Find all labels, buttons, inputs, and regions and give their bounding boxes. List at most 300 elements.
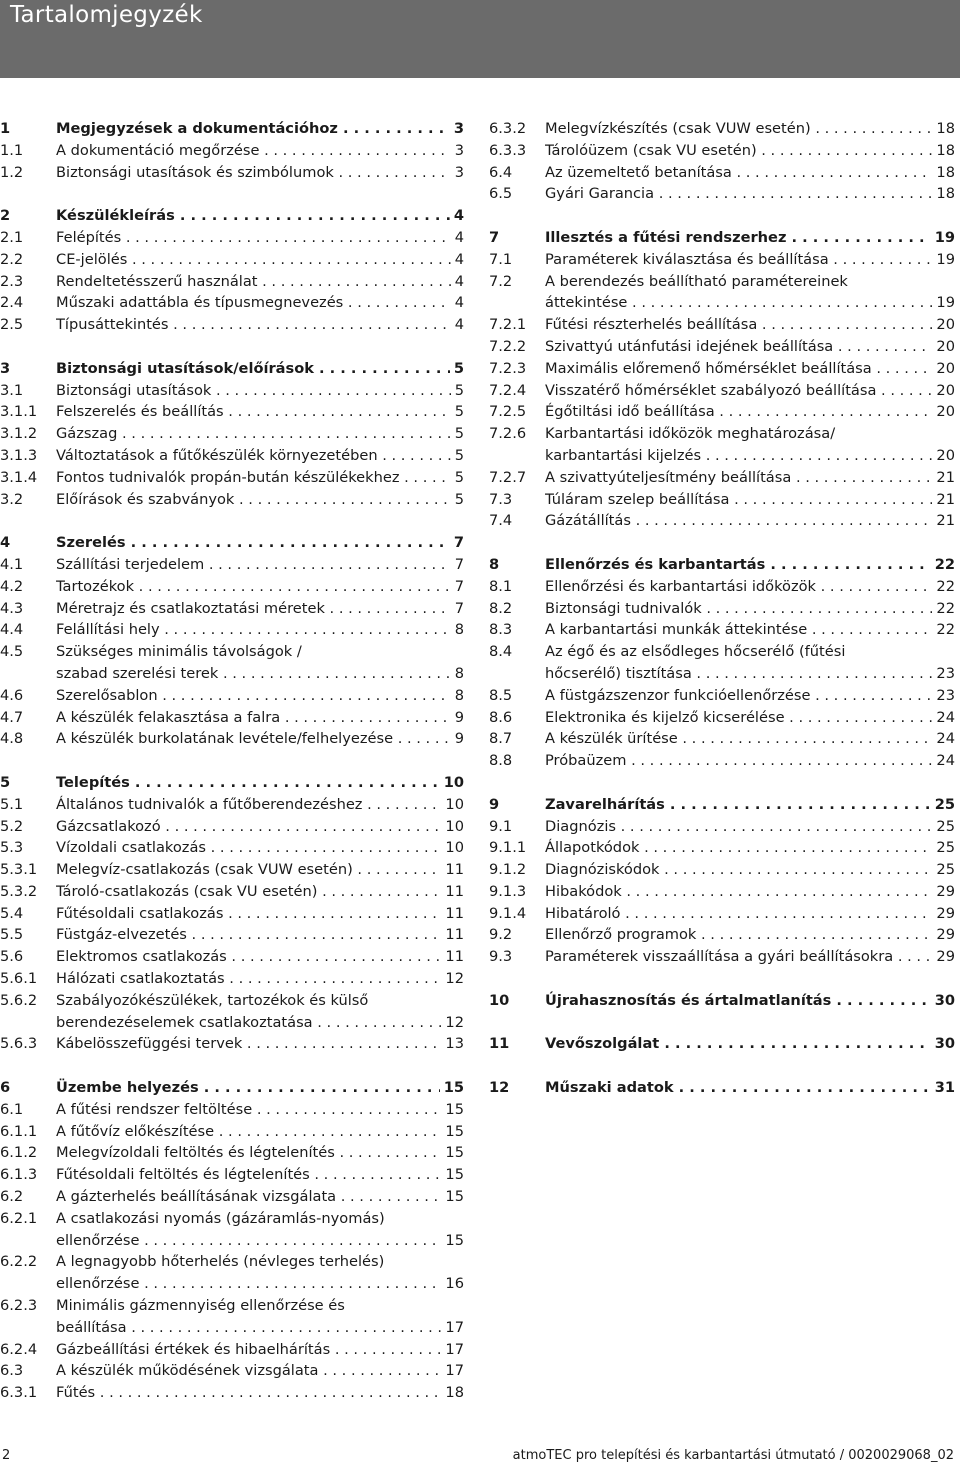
toc-entry-page: 15	[440, 1077, 464, 1099]
toc-entry-page: 20	[932, 401, 955, 423]
toc-entry	[489, 685, 955, 707]
toc-entry	[489, 510, 955, 532]
toc-entry-title: Hibatároló . . .	[545, 903, 955, 925]
toc-entry	[0, 445, 464, 467]
toc-entry-page: 10	[441, 816, 464, 838]
toc-entry-page: 15	[441, 1121, 464, 1143]
toc-entry-number: 5.2	[0, 817, 24, 835]
toc-entry-number: 3.2	[0, 490, 24, 508]
toc-entry-page: 20	[932, 358, 955, 380]
toc-entry-number: 9	[489, 795, 500, 813]
toc-entry-title: Paraméterek visszaállítása a gyári beállításokra . . .	[545, 946, 955, 968]
toc-entry	[489, 619, 955, 641]
toc-entry-title: Szivattyú utánfutási idejének beállítása . . .	[545, 336, 955, 358]
toc-entry	[0, 1360, 464, 1382]
toc-entry-number: 5.3.1	[0, 861, 38, 879]
toc-entry	[489, 598, 955, 620]
toc-entry-page: 18	[932, 183, 955, 205]
toc-entry-number: 6.2.4	[0, 1340, 38, 1358]
toc-entry-number: 3.1.1	[0, 403, 38, 421]
toc-entry-number: 11	[489, 1035, 510, 1053]
toc-entry-number: 8.5	[489, 686, 513, 704]
toc-entry-page: 4	[451, 292, 464, 314]
toc-entry-page: 15	[441, 1230, 464, 1252]
toc-entry	[0, 271, 464, 293]
toc-entry-page: 7	[450, 532, 464, 554]
toc-entry-title: Minimális gázmennyiség ellenőrzése és	[56, 1297, 345, 1315]
toc-entry-page: 29	[932, 903, 955, 925]
toc-entry-title: Tartozékok . . .	[56, 576, 464, 598]
section-gap	[0, 183, 464, 205]
toc-entry	[489, 445, 955, 467]
toc-entry	[0, 1251, 464, 1273]
toc-entry	[0, 968, 464, 990]
toc-entry	[0, 1164, 464, 1186]
toc-entry-page: 7	[451, 554, 464, 576]
toc-entry-title: Telepítés . . .	[56, 772, 464, 794]
toc-entry-page: 3	[451, 140, 464, 162]
toc-entry	[0, 903, 464, 925]
toc-entry-number: 6.3.3	[489, 141, 527, 159]
toc-entry-page: 10	[441, 794, 464, 816]
toc-entry-page: 4	[451, 227, 464, 249]
toc-entry-title: Vízoldali csatlakozás . . .	[56, 837, 464, 859]
toc-entry	[0, 707, 464, 729]
toc-entry-page: 23	[932, 685, 955, 707]
toc-entry-page: 12	[441, 1012, 464, 1034]
toc-entry-title: Elektromos csatlakozás . . .	[56, 946, 464, 968]
toc-entry-title: CE-jelölés . . .	[56, 249, 464, 271]
toc-entry-title: Biztonsági tudnivalók . . .	[545, 598, 955, 620]
toc-entry	[489, 401, 955, 423]
toc-entry-page: 16	[441, 1273, 464, 1295]
toc-entry-title: Általános tudnivalók a fűtőberendezéshez . . .	[56, 794, 464, 816]
section-gap	[0, 1055, 464, 1077]
toc-entry-title: Karbantartási időközök meghatározása/	[545, 425, 836, 443]
toc-entry-page: 8	[451, 619, 464, 641]
page-number: 2	[2, 1448, 11, 1463]
toc-entry-page: 29	[932, 924, 955, 946]
toc-entry-page: 25	[932, 837, 955, 859]
toc-entry	[0, 619, 464, 641]
toc-entry	[0, 314, 464, 336]
toc-entry-title: Szállítási terjedelem . . .	[56, 554, 464, 576]
toc-entry-number: 5.3.2	[0, 882, 38, 900]
toc-entry-number: 7.4	[489, 512, 513, 530]
toc-entry	[489, 1033, 955, 1055]
toc-entry-title: Gázátállítás . . .	[545, 510, 955, 532]
toc-entry-title: beállítása . . .	[56, 1317, 464, 1339]
toc-entry	[0, 162, 464, 184]
toc-entry	[0, 881, 464, 903]
toc-entry-title: Ellenőrzési és karbantartási időközök . . .	[545, 576, 955, 598]
toc-entry-number: 5.6.2	[0, 991, 38, 1009]
toc-entry-title: ellenőrzése . . .	[56, 1273, 464, 1295]
toc-entry-page: 4	[451, 249, 464, 271]
toc-entry-page: 20	[932, 445, 955, 467]
toc-entry-page: 29	[932, 946, 955, 968]
toc-entry-page: 5	[451, 380, 464, 402]
toc-entry-number: 1	[0, 120, 11, 137]
toc-entry-number: 6.2.2	[0, 1253, 38, 1271]
toc-entry-title: Készülékleírás . . .	[56, 205, 464, 227]
toc-entry-title: Műszaki adatok . . .	[545, 1077, 955, 1099]
toc-entry-number: 8.3	[489, 621, 513, 639]
toc-entry-page: 15	[441, 1142, 464, 1164]
toc-entry	[0, 576, 464, 598]
toc-entry-title: Tároló-csatlakozás (csak VU esetén) . . .	[56, 881, 464, 903]
toc-entry	[0, 205, 464, 227]
page-header	[0, 0, 960, 78]
toc-entry-number: 12	[489, 1079, 510, 1097]
toc-entry-number: 5	[0, 773, 11, 791]
toc-entry	[0, 663, 464, 685]
toc-entry	[0, 1317, 464, 1339]
toc-entry-title: Változtatások a fűtőkészülék környezetében . . .	[56, 445, 464, 467]
toc-entry-page: 17	[441, 1339, 464, 1361]
toc-entry-title: Visszatérő hőmérséklet szabályozó beállítása . . .	[545, 380, 955, 402]
toc-entry-title: Gázcsatlakozó . . .	[56, 816, 464, 838]
toc-entry-title: A fűtési rendszer feltöltése . . .	[56, 1099, 464, 1121]
toc-entry-page: 24	[932, 728, 955, 750]
toc-entry-title: Elektronika és kijelző kicserélése . . .	[545, 707, 955, 729]
toc-entry	[489, 990, 955, 1012]
toc-entry-number: 5.3	[0, 839, 24, 857]
toc-entry-number: 6.3	[0, 1362, 24, 1380]
section-gap	[489, 772, 955, 794]
toc-entry-title: Az üzemeltető betanítása . . .	[545, 162, 955, 184]
toc-entry	[489, 837, 955, 859]
toc-entry-title: Égőtiltási idő beállítása . . .	[545, 401, 955, 423]
toc-entry	[0, 118, 464, 140]
toc-entry	[489, 728, 955, 750]
toc-entry-number: 9.1.2	[489, 861, 527, 879]
toc-entry-number: 4.2	[0, 577, 24, 595]
toc-entry	[489, 946, 955, 968]
toc-entry	[0, 990, 464, 1012]
toc-entry-title: Tárolóüzem (csak VU esetén) . . .	[545, 140, 955, 162]
toc-entry-title: Túláram szelep beállítása . . .	[545, 489, 955, 511]
toc-entry-page: 30	[931, 990, 955, 1012]
toc-entry-number: 2.1	[0, 228, 24, 246]
toc-entry-page: 21	[932, 489, 955, 511]
toc-entry-title: Méretrajz és csatlakoztatási méretek . . .	[56, 598, 464, 620]
page-title: Tartalomjegyzék	[10, 2, 203, 28]
toc-entry-title: Zavarelhárítás . . .	[545, 794, 955, 816]
toc-entry-title: Fűtésoldali csatlakozás . . .	[56, 903, 464, 925]
toc-entry-page: 10	[440, 772, 464, 794]
toc-entry	[0, 1121, 464, 1143]
toc-entry-number: 7.2.1	[489, 316, 527, 334]
toc-entry	[489, 271, 955, 293]
footer-doc-title: atmoTEC pro telepítési és karbantartási útmutató / 0020029068_02	[512, 1448, 954, 1463]
toc-entry-number: 3.1.4	[0, 468, 38, 486]
toc-entry-title: Gázszag . . .	[56, 423, 464, 445]
toc-entry-title: Szükséges minimális távolságok /	[56, 643, 302, 661]
toc-entry-page: 4	[451, 314, 464, 336]
toc-entry	[489, 663, 955, 685]
toc-entry-page: 5	[451, 489, 464, 511]
toc-entry-page: 15	[441, 1164, 464, 1186]
toc-entry-number: 7.2.2	[489, 337, 527, 355]
toc-entry-number: 9.2	[489, 926, 513, 944]
toc-entry-page: 15	[441, 1186, 464, 1208]
toc-entry-number: 3.1	[0, 381, 24, 399]
toc-entry-page: 24	[932, 707, 955, 729]
toc-entry	[0, 467, 464, 489]
toc-entry-page: 19	[931, 227, 955, 249]
toc-entry	[489, 162, 955, 184]
toc-entry-page: 5	[451, 423, 464, 445]
toc-entry	[0, 423, 464, 445]
toc-entry-title: A gázterhelés beállításának vizsgálata . . .	[56, 1186, 464, 1208]
toc-entry-number: 6	[0, 1079, 11, 1097]
section-gap	[489, 1055, 955, 1077]
toc-entry	[0, 816, 464, 838]
toc-entry-number: 4.4	[0, 621, 24, 639]
toc-entry-page: 9	[451, 707, 464, 729]
toc-entry-page: 22	[932, 619, 955, 641]
toc-entry	[489, 489, 955, 511]
toc-entry-title: Füstgáz-elvezetés . . .	[56, 924, 464, 946]
toc-entry-title: Illesztés a fűtési rendszerhez . . .	[545, 227, 955, 249]
toc-entry	[489, 903, 955, 925]
toc-entry-title: Gázbeállítási értékek és hibaelhárítás . . .	[56, 1339, 464, 1361]
toc-entry-number: 6.2.1	[0, 1209, 38, 1227]
toc-entry-title: Fűtés . . .	[56, 1382, 464, 1404]
toc-entry-page: 5	[451, 401, 464, 423]
toc-entry-page: 15	[441, 1099, 464, 1121]
toc-entry-title: A füstgázszenzor funkcióellenőrzése . . .	[545, 685, 955, 707]
section-gap	[489, 205, 955, 227]
toc-entry-title: Diagnózis . . .	[545, 816, 955, 838]
toc-entry-number: 6.1.3	[0, 1166, 38, 1184]
toc-entry-number: 9.3	[489, 948, 513, 966]
toc-entry-number: 3.1.3	[0, 446, 38, 464]
toc-entry-title: Előírások és szabványok . . .	[56, 489, 464, 511]
toc-entry-title: Vevőszolgálat . . .	[545, 1033, 955, 1055]
toc-entry	[0, 859, 464, 881]
toc-entry-page: 23	[932, 663, 955, 685]
toc-entry-title: Felépítés . . .	[56, 227, 464, 249]
toc-entry	[0, 380, 464, 402]
toc-entry-number: 6.5	[489, 185, 513, 203]
toc-entry-page: 3	[450, 118, 464, 140]
toc-entry-page: 31	[931, 1077, 955, 1099]
toc-entry-title: Újrahasznosítás és ártalmatlanítás . . .	[545, 990, 955, 1012]
toc-entry-number: 8.6	[489, 708, 513, 726]
toc-entry-page: 4	[451, 271, 464, 293]
toc-entry-title: Paraméterek kiválasztása és beállítása . . .	[545, 249, 955, 271]
toc-entry	[0, 358, 464, 380]
toc-column-right	[489, 118, 955, 1099]
toc-entry-number: 2.4	[0, 294, 24, 312]
toc-entry-number: 4.6	[0, 686, 24, 704]
toc-entry-title: Hibakódok . . .	[545, 881, 955, 903]
toc-entry-title: Ellenőrző programok . . .	[545, 924, 955, 946]
toc-entry-number: 7.2.7	[489, 468, 527, 486]
toc-entry	[0, 1012, 464, 1034]
toc-entry	[489, 1077, 955, 1099]
toc-entry-title: Állapotkódok . . .	[545, 837, 955, 859]
toc-entry-title: Ellenőrzés és karbantartás . . .	[545, 554, 955, 576]
toc-entry-title: Felszerelés és beállítás . . .	[56, 401, 464, 423]
toc-entry-title: berendezéselemek csatlakoztatása . . .	[56, 1012, 464, 1034]
toc-entry-page: 11	[441, 924, 464, 946]
toc-entry-number: 7.1	[489, 250, 513, 268]
toc-entry-title: Biztonsági utasítások . . .	[56, 380, 464, 402]
toc-entry-number: 5.6.3	[0, 1035, 38, 1053]
toc-entry	[489, 336, 955, 358]
toc-entry-title: Diagnóziskódok . . .	[545, 859, 955, 881]
toc-entry-title: Biztonsági utasítások és szimbólumok . . .	[56, 162, 464, 184]
toc-entry-number: 8.8	[489, 752, 513, 770]
toc-entry-number: 3	[0, 359, 11, 377]
section-gap	[0, 336, 464, 358]
toc-entry	[0, 1382, 464, 1404]
toc-entry-number: 8.1	[489, 577, 513, 595]
toc-entry	[0, 772, 464, 794]
toc-entry-title: Gyári Garancia . . .	[545, 183, 955, 205]
toc-entry-title: ellenőrzése . . .	[56, 1230, 464, 1252]
toc-entry	[0, 1186, 464, 1208]
toc-entry-page: 18	[932, 162, 955, 184]
toc-entry	[0, 1077, 464, 1099]
toc-entry-page: 8	[451, 663, 464, 685]
toc-entry-number: 9.1.4	[489, 904, 527, 922]
toc-entry-page: 24	[932, 750, 955, 772]
toc-entry	[0, 1033, 464, 1055]
toc-entry-page: 21	[932, 510, 955, 532]
toc-entry	[0, 532, 464, 554]
toc-entry	[0, 946, 464, 968]
toc-entry-number: 4.1	[0, 555, 24, 573]
toc-entry	[489, 292, 955, 314]
toc-entry-page: 11	[441, 859, 464, 881]
toc-entry-page: 3	[451, 162, 464, 184]
toc-entry	[0, 837, 464, 859]
toc-entry-number: 1.2	[0, 163, 24, 181]
toc-entry	[0, 1230, 464, 1252]
toc-entry-title: A berendezés beállítható paramétereinek	[545, 272, 848, 290]
toc-entry-title: karbantartási kijelzés . . .	[545, 445, 955, 467]
toc-entry-page: 22	[932, 598, 955, 620]
toc-entry	[489, 249, 955, 271]
toc-entry-title: Rendeltetésszerű használat . . .	[56, 271, 464, 293]
toc-entry	[489, 816, 955, 838]
toc-entry-page: 17	[441, 1317, 464, 1339]
toc-entry	[489, 794, 955, 816]
toc-entry	[489, 118, 955, 140]
toc-entry	[489, 859, 955, 881]
toc-entry-title: Típusáttekintés . . .	[56, 314, 464, 336]
toc-entry-page: 20	[932, 314, 955, 336]
toc-entry-number: 10	[489, 991, 510, 1009]
section-gap	[489, 968, 955, 990]
toc-entry-page: 25	[931, 794, 955, 816]
toc-entry-page: 5	[450, 358, 464, 380]
toc-entry-number: 6.1	[0, 1100, 24, 1118]
toc-entry-title: Melegvíz-csatlakozás (csak VUW esetén) . . .	[56, 859, 464, 881]
toc-entry-number: 5.1	[0, 795, 24, 813]
toc-entry	[489, 183, 955, 205]
toc-entry-page: 7	[451, 576, 464, 598]
toc-entry	[0, 598, 464, 620]
toc-entry-number: 5.6.1	[0, 970, 38, 988]
toc-entry-page: 17	[441, 1360, 464, 1382]
toc-entry-number: 6.3.2	[489, 120, 527, 137]
toc-entry-page: 29	[932, 881, 955, 903]
toc-entry	[489, 227, 955, 249]
toc-entry-page: 20	[932, 336, 955, 358]
toc-entry	[489, 576, 955, 598]
toc-entry-title: Kábelösszefüggési tervek . . .	[56, 1033, 464, 1055]
toc-entry-page: 12	[441, 968, 464, 990]
toc-entry	[489, 707, 955, 729]
toc-entry-number: 7.2.5	[489, 403, 527, 421]
toc-entry-number: 7	[489, 228, 500, 246]
toc-entry-number: 7.2.4	[489, 381, 527, 399]
toc-entry-number: 7.2	[489, 272, 513, 290]
toc-entry	[0, 641, 464, 663]
toc-entry	[489, 380, 955, 402]
toc-entry-title: Műszaki adattábla és típusmegnevezés . . .	[56, 292, 464, 314]
toc-entry-title: Üzembe helyezés . . .	[56, 1077, 464, 1099]
toc-entry-page: 5	[451, 445, 464, 467]
toc-entry	[489, 554, 955, 576]
toc-column-left	[0, 118, 464, 1404]
toc-entry-title: szabad szerelési terek . . .	[56, 663, 464, 685]
toc-entry-title: áttekintése . . .	[545, 292, 955, 314]
toc-entry-page: 30	[931, 1033, 955, 1055]
toc-entry-title: A készülék burkolatának levétele/felhelyezése . . .	[56, 728, 464, 750]
toc-entry-title: Melegvízoldali feltöltés és légtelenítés . . .	[56, 1142, 464, 1164]
toc-entry-number: 5.4	[0, 904, 24, 922]
toc-entry	[0, 794, 464, 816]
toc-entry-title: Hálózati csatlakoztatás . . .	[56, 968, 464, 990]
toc-entry-title: A karbantartási munkák áttekintése . . .	[545, 619, 955, 641]
toc-entry	[0, 1295, 464, 1317]
toc-entry-title: Az égő és az elsődleges hőcserélő (fűtési	[545, 643, 846, 661]
toc-entry-page: 7	[451, 598, 464, 620]
toc-entry-page: 22	[931, 554, 955, 576]
toc-entry-title: Szerelés . . .	[56, 532, 464, 554]
toc-entry-title: A csatlakozási nyomás (gázáramlás-nyomás)	[56, 1209, 385, 1227]
toc-entry	[0, 685, 464, 707]
toc-entry	[0, 292, 464, 314]
toc-entry	[0, 1273, 464, 1295]
toc-entry-page: 22	[932, 576, 955, 598]
toc-entry-page: 21	[932, 467, 955, 489]
toc-entry-page: 18	[932, 118, 955, 140]
toc-entry	[0, 401, 464, 423]
toc-entry-title: A legnagyobb hőterhelés (névleges terhelés)	[56, 1253, 385, 1271]
toc-entry	[489, 314, 955, 336]
toc-entry-title: Melegvízkészítés (csak VUW esetén) . . .	[545, 118, 955, 140]
toc-entry	[0, 554, 464, 576]
toc-entry	[0, 489, 464, 511]
toc-entry-number: 6.4	[489, 163, 513, 181]
toc-entry-title: Fűtésoldali feltöltés és légtelenítés . . .	[56, 1164, 464, 1186]
toc-entry	[489, 423, 955, 445]
toc-entry-number: 9.1.1	[489, 839, 527, 857]
toc-entry-number: 8	[489, 555, 500, 573]
toc-entry-page: 11	[441, 903, 464, 925]
toc-entry-title: Maximális előremenő hőmérséklet beállítása . . .	[545, 358, 955, 380]
toc-entry-number: 4.7	[0, 708, 24, 726]
toc-entry-title: Fűtési részterhelés beállítása . . .	[545, 314, 955, 336]
toc-entry-page: 25	[932, 859, 955, 881]
